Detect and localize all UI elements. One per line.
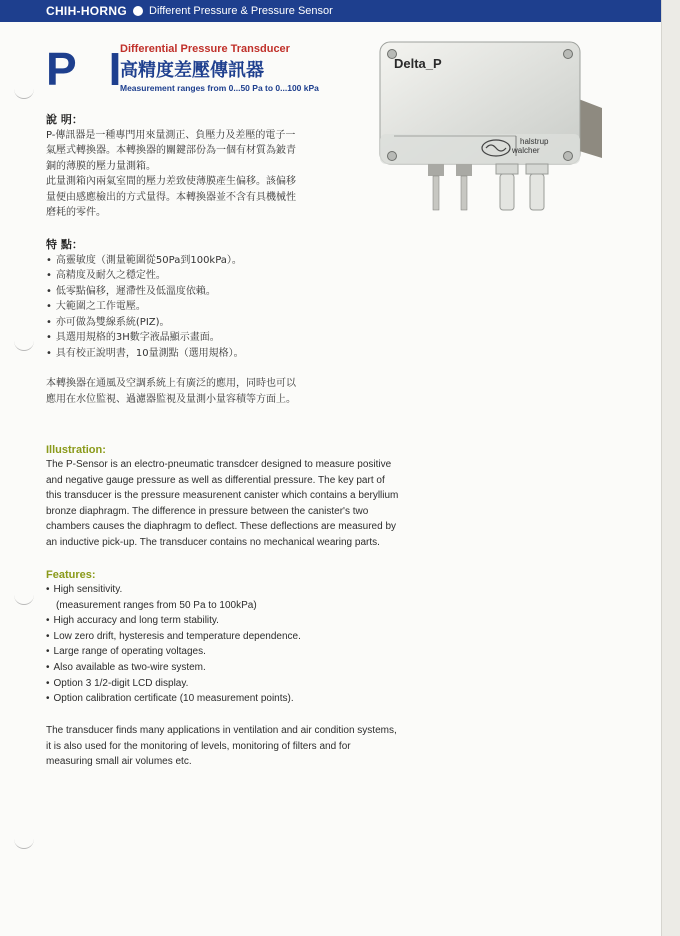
zh-features-heading: 特 點： bbox=[46, 238, 83, 251]
binder-hole-mark bbox=[14, 838, 34, 849]
pressure-port-nozzle bbox=[428, 164, 444, 176]
title-english: Differential Pressure Transducer bbox=[120, 43, 290, 55]
header-bar bbox=[0, 0, 662, 22]
measurement-range: Measurement ranges from 0...50 Pa to 0...100 kPa bbox=[120, 83, 319, 93]
text-line: measuring small air volumes etc. bbox=[46, 756, 192, 768]
text-line: and negative gauge pressure as well as differential pressure. The key part of bbox=[46, 474, 385, 486]
list-item: • 高靈敏度（測量範圍從50Pa到100kPa）。 bbox=[46, 253, 244, 269]
illustration-section bbox=[46, 443, 398, 551]
maker-name-line1: halstrup bbox=[520, 137, 549, 146]
text-line: 氣壓式轉換器。本轉換器的關鍵部份為一個有材質為鈹青 bbox=[46, 145, 296, 156]
text-line: this transducer is the pressure measurenent canister which contains a beryllium bbox=[46, 490, 399, 502]
text-line: 此量測箱內兩氣室間的壓力差致使薄膜產生偏移。該偏移 bbox=[46, 176, 296, 187]
screw-icon bbox=[564, 152, 573, 161]
pressure-port-nozzle bbox=[456, 164, 472, 176]
zh-applications bbox=[46, 376, 296, 407]
text-line: chambers causes the diaphragm to deflect. These deflections are measured by bbox=[46, 521, 397, 533]
bullet-dot-icon bbox=[133, 6, 143, 16]
zh-description bbox=[46, 112, 296, 221]
text-line: bronze diaphragm. The difference in pressure between the canister's two bbox=[46, 505, 369, 517]
binder-hole-mark bbox=[14, 594, 34, 605]
list-item-note: (measurement ranges from 50 Pa to 100kPa) bbox=[56, 599, 257, 611]
title-chinese: 高精度差壓傳訊器 bbox=[120, 60, 264, 80]
text-line: 應用在水位監視、過濾器監視及量測小量容積等方面上。 bbox=[46, 393, 296, 405]
list-item: • Also available as two-wire system. bbox=[46, 660, 301, 676]
list-item: • Option calibration certificate (10 measurement points). bbox=[46, 691, 301, 707]
list-item: • 低零點偏移，遲滯性及低溫度依賴。 bbox=[46, 284, 244, 300]
list-item: • 高精度及耐久之穩定性。 bbox=[46, 268, 244, 284]
text-line: 本轉換器在通風及空調系統上有廣泛的應用，同時也可以 bbox=[46, 378, 296, 389]
list-item: • 亦可做為雙線系統(PIZ)。 bbox=[46, 315, 244, 331]
maker-name-line2: walcher bbox=[512, 146, 540, 155]
list-item: • 大範圍之工作電壓。 bbox=[46, 299, 244, 315]
screw-icon bbox=[388, 152, 397, 161]
list-item: • Low zero drift, hysteresis and temperature dependence. bbox=[46, 629, 301, 645]
list-item: • 具有校正說明書，10量測點（選用規格）。 bbox=[46, 346, 244, 362]
header-tagline: Different Pressure & Pressure Sensor bbox=[149, 5, 333, 17]
zh-features bbox=[46, 237, 244, 361]
device-model-label: Delta_P bbox=[394, 56, 442, 71]
transducer-product-photo bbox=[376, 38, 606, 218]
text-line: 磨耗的零件。 bbox=[46, 207, 106, 218]
list-item: • Large range of operating voltages. bbox=[46, 644, 301, 660]
text-line: The transducer finds many applications in ventilation and air condition systems, bbox=[46, 725, 397, 736]
applications-section bbox=[46, 723, 397, 770]
list-item: • High accuracy and long term stability. bbox=[46, 613, 301, 629]
cable-gland bbox=[526, 164, 548, 174]
text-line: P-傳訊器是一種專門用來量測正、負壓力及差壓的電子一 bbox=[46, 129, 296, 141]
features-section bbox=[46, 568, 301, 707]
list-item: • Option 3 1/2-digit LCD display. bbox=[46, 676, 301, 692]
text-line: 銅的薄膜的壓力量測箱。 bbox=[46, 160, 156, 172]
illustration-heading: Illustration: bbox=[46, 444, 106, 456]
product-logo: P I bbox=[46, 43, 132, 95]
cable-gland bbox=[496, 164, 518, 174]
title-block bbox=[120, 43, 319, 93]
text-line: The P-Sensor is an electro-pneumatic transdcer designed to measure positive bbox=[46, 459, 392, 470]
text-line: 量便由感應檢出的方式量得。本轉換器並不含有具機械性 bbox=[46, 191, 296, 203]
zh-description-heading: 說 明： bbox=[46, 113, 83, 126]
list-item: • High sensitivity. bbox=[46, 582, 301, 598]
text-line: an inductive pick-up. The transducer contains no mechanical wearing parts. bbox=[46, 536, 380, 548]
brand-name: CHIH-HORNG bbox=[46, 4, 127, 18]
features-heading: Features: bbox=[46, 569, 96, 581]
text-line: it is also used for the monitoring of levels, monitoring of filters and for bbox=[46, 740, 351, 752]
binder-hole-mark bbox=[14, 88, 34, 99]
screw-icon bbox=[564, 50, 573, 59]
binder-hole-mark bbox=[14, 340, 34, 351]
page-edge bbox=[661, 0, 680, 936]
list-item: • 具選用規格的3H數字液晶顯示畫面。 bbox=[46, 330, 244, 346]
